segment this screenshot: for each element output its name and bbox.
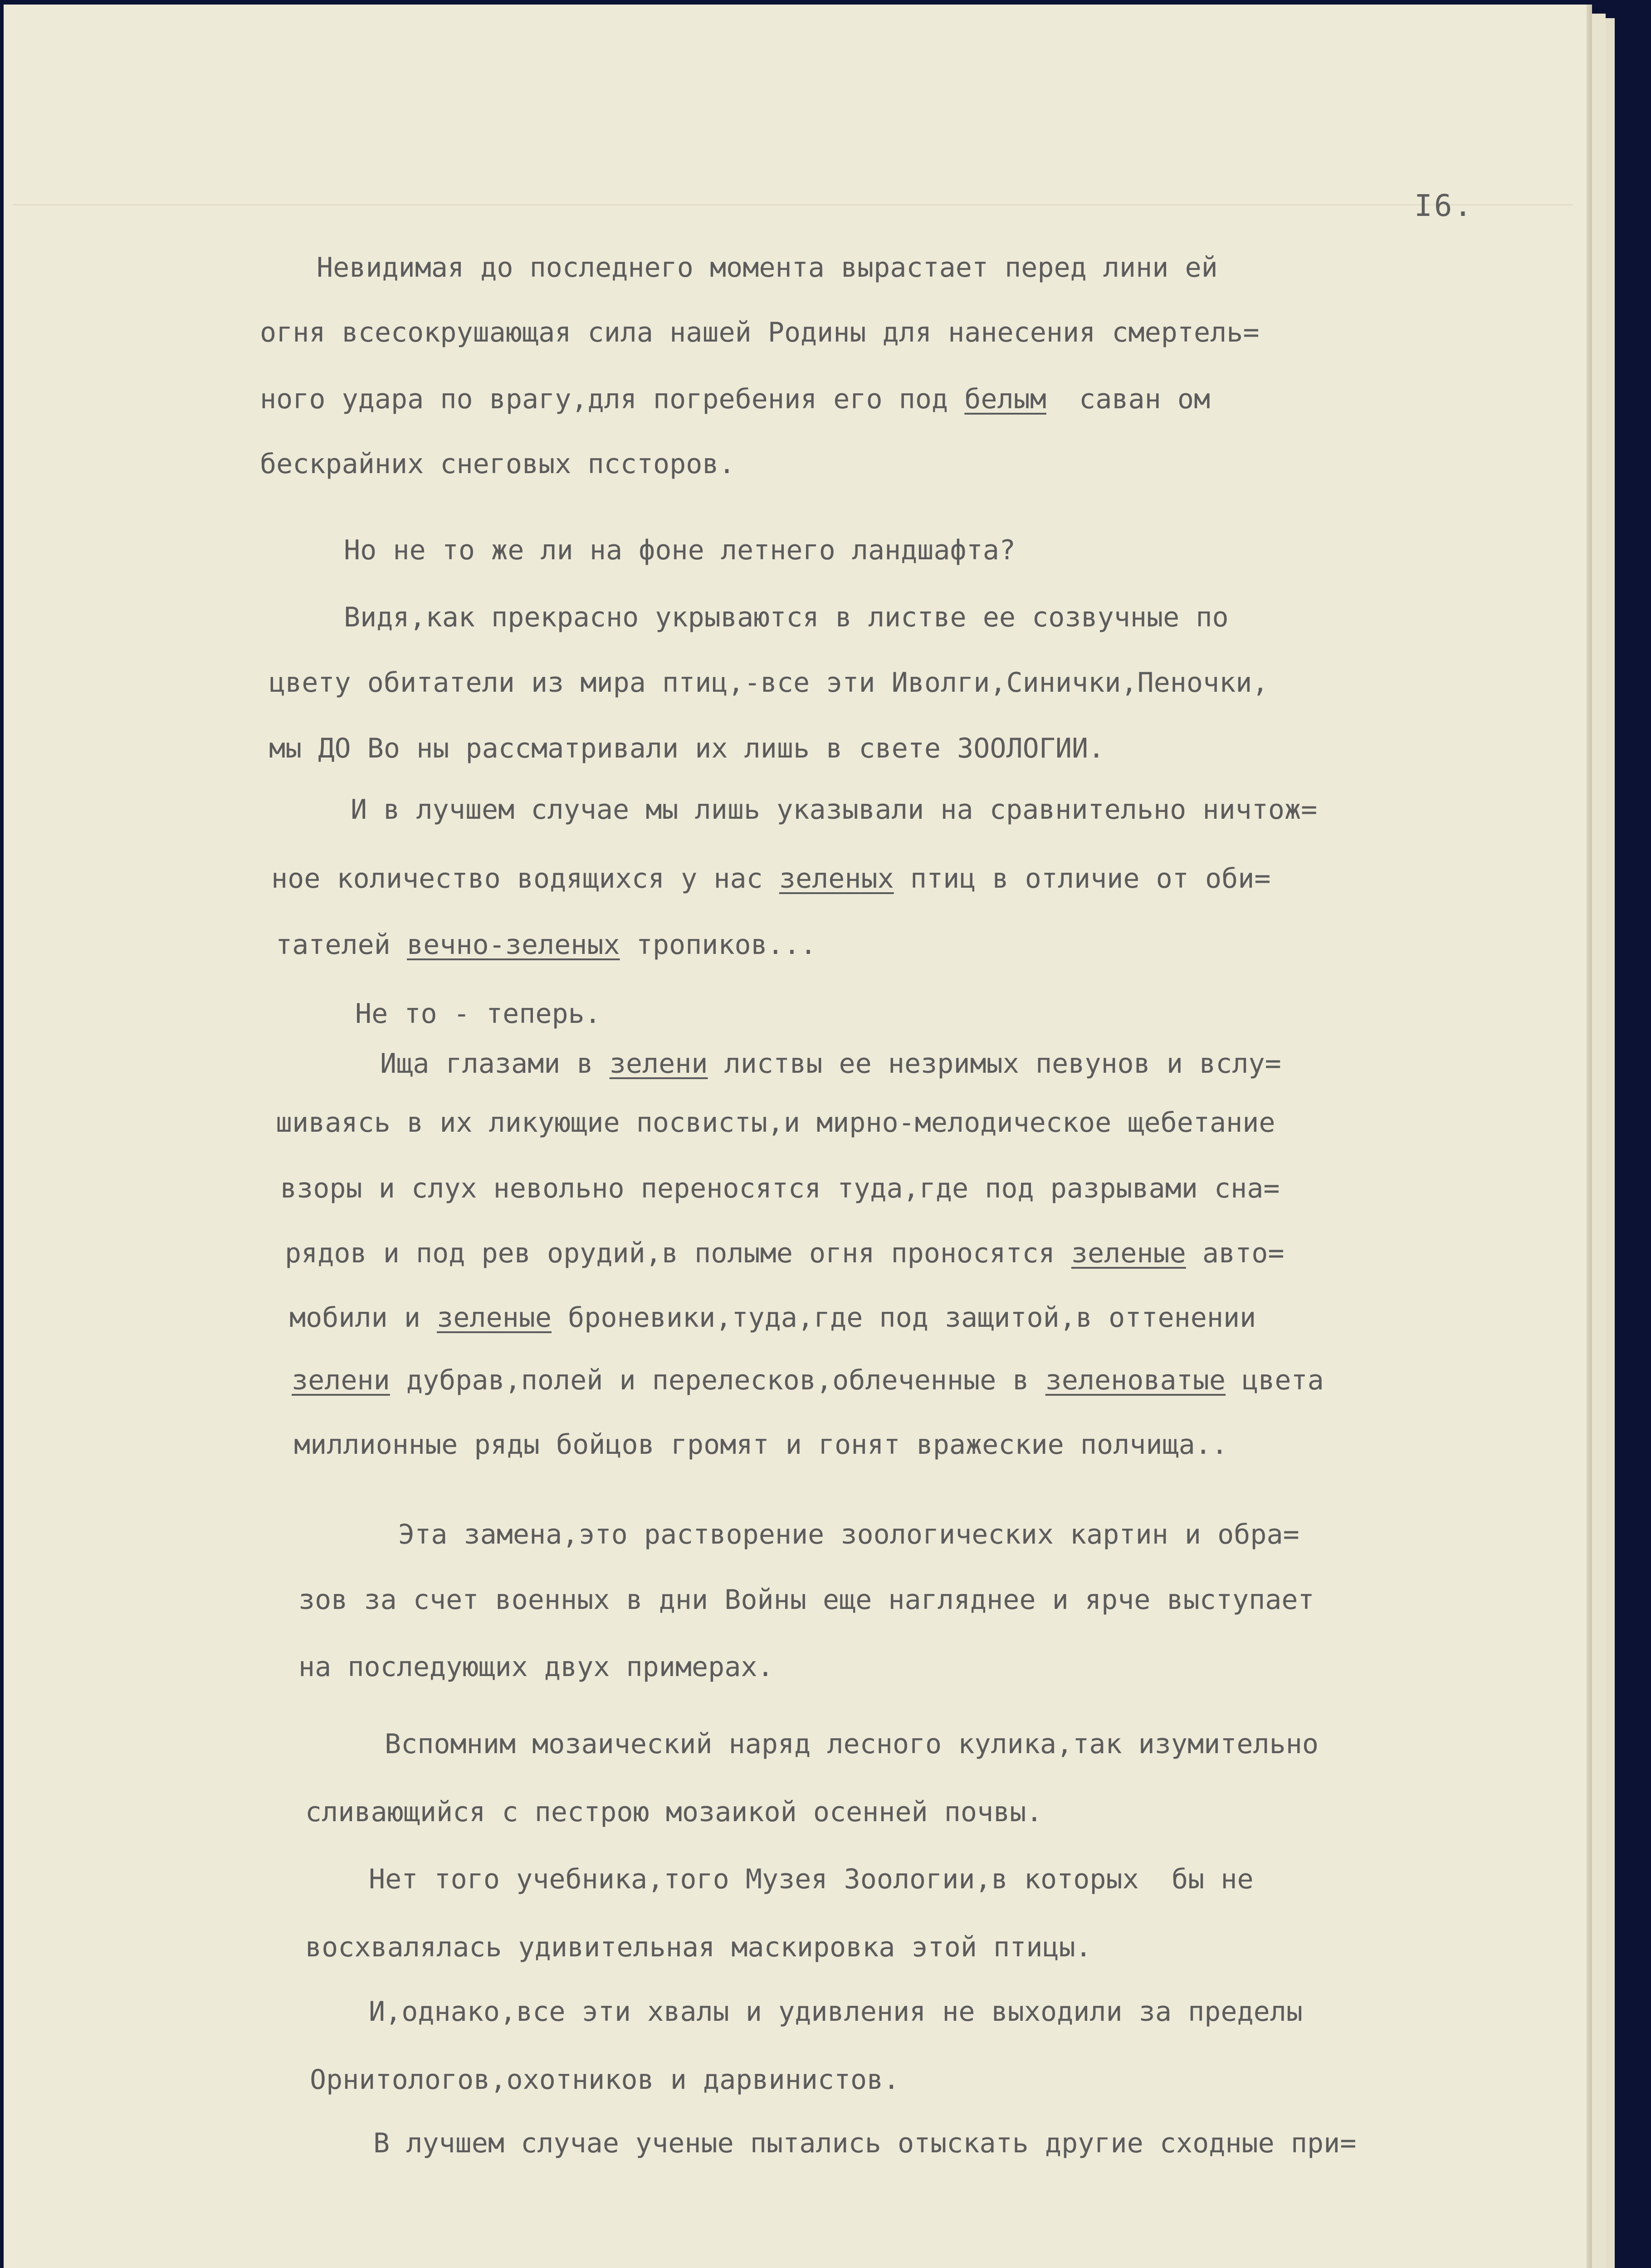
text-line: [398, 1519, 1299, 1550]
text-segment: сливающийся с пестрою мозаикой осенней почвы.: [305, 1796, 1043, 1828]
text-line: [344, 534, 1016, 566]
text-segment: авто=: [1186, 1237, 1285, 1269]
text-segment: Но не то же ли на фоне летнего ландшафта?: [344, 534, 1016, 566]
text-line: [280, 1173, 1280, 1204]
text-line: [260, 448, 735, 480]
typewritten-page: [4, 5, 1587, 2268]
text-segment: ное количество водящихся у нас: [271, 863, 779, 894]
text-segment: тателей: [276, 929, 407, 961]
text-segment: птиц в отличие от оби=: [894, 863, 1271, 894]
text-segment: Эта замена,это растворение зоологических картин и обра=: [398, 1519, 1299, 1550]
text-line: [385, 1728, 1319, 1760]
underlined-word: белым: [964, 383, 1046, 415]
text-segment: И,однако,все эти хвалы и удивления не выходили за пределы: [369, 1996, 1303, 2028]
text-segment: Не то - теперь.: [355, 998, 601, 1030]
text-line: [269, 667, 1269, 699]
text-line: [289, 1302, 1256, 1334]
text-segment: И в лучшем случае мы лишь указывали на сравнительно ничтож=: [351, 794, 1318, 826]
page-fold-line: [13, 204, 1573, 205]
text-segment: взоры и слух невольно переносятся туда,где под разрывами сна=: [280, 1173, 1280, 1204]
text-segment: Нет того учебника,того Музея Зоологии,в которых бы не: [369, 1863, 1254, 1895]
text-line: [294, 1429, 1228, 1461]
underlined-word: зеленые: [1071, 1237, 1186, 1269]
text-segment: бескрайних снеговых пссторов.: [260, 448, 735, 480]
text-line: [305, 1931, 1092, 1963]
text-line: [351, 794, 1317, 826]
text-line: [344, 601, 1229, 633]
text-line: [369, 1863, 1254, 1895]
text-line: [285, 1237, 1285, 1269]
text-line: [276, 929, 816, 961]
page-number: I6.: [1414, 188, 1474, 223]
text-line: [260, 317, 1260, 348]
text-segment: листвы ее незримых певунов и вслу=: [708, 1048, 1281, 1080]
text-line: [310, 2064, 899, 2096]
text-line: [292, 1364, 1324, 1396]
text-line: [298, 1651, 774, 1683]
text-line: [271, 863, 1271, 894]
text-line: [369, 1996, 1303, 2028]
text-segment: Вспомним мозаический наряд лесного кулика,так изумительно: [385, 1728, 1319, 1760]
text-segment: зов за счет военных в дни Войны еще нагляднее и ярче выступает: [298, 1584, 1314, 1616]
underlined-word: зеленоватые: [1045, 1364, 1226, 1396]
underlined-word: зелени: [609, 1048, 708, 1080]
text-segment: Орнитологов,охотников и дарвинистов.: [310, 2064, 900, 2096]
text-line: [373, 2127, 1356, 2159]
underlined-word: зеленых: [779, 863, 894, 894]
text-segment: рядов и под рев орудий,в полыме огня проносятся: [285, 1237, 1071, 1269]
text-segment: ного удара по врагу,для погребения его под: [260, 383, 965, 415]
text-segment: саван ом: [1046, 383, 1211, 415]
text-line: [305, 1796, 1043, 1828]
text-segment: на последующих двух примерах.: [298, 1651, 774, 1683]
text-segment: мобили и: [289, 1302, 437, 1334]
underlined-word: вечно-зеленых: [406, 929, 620, 961]
text-segment: тропиков...: [620, 929, 817, 961]
text-segment: Невидимая до последнего момента вырастает перед лини ей: [317, 252, 1218, 284]
text-segment: шиваясь в их ликующие посвисты,и мирно-мелодическое щебетание: [276, 1107, 1275, 1139]
text-line: [276, 1107, 1275, 1139]
underlined-word: зелени: [292, 1364, 390, 1396]
text-line: [269, 733, 1104, 764]
text-segment: восхвалялась удивительная маскировка этой птицы.: [305, 1931, 1092, 1963]
text-segment: цвету обитатели из мира птиц,-все эти Иволги,Синички,Пеночки,: [269, 667, 1269, 699]
text-line: [355, 998, 601, 1030]
text-segment: В лучшем случае ученые пытались отыскать другие сходные при=: [373, 2127, 1357, 2159]
text-segment: миллионные ряды бойцов громят и гонят вражеские полчища..: [294, 1429, 1228, 1461]
text-segment: Ища глазами в: [380, 1048, 610, 1080]
text-line: [380, 1048, 1281, 1080]
underlined-word: зеленые: [437, 1302, 552, 1334]
text-line: [317, 252, 1218, 284]
text-line: [260, 383, 1210, 415]
text-segment: огня всесокрушающая сила нашей Родины для нанесения смертель=: [260, 317, 1260, 348]
text-segment: Видя,как прекрасно укрываются в листве ее созвучные по: [344, 601, 1229, 633]
text-segment: дубрав,полей и перелесков,облеченные в: [390, 1364, 1045, 1396]
text-line: [298, 1584, 1314, 1616]
text-segment: броневики,туда,где под защитой,в оттенении: [551, 1302, 1256, 1334]
text-segment: мы ДО Во ны рассматривали их лишь в свете ЗООЛОГИИ.: [269, 733, 1105, 764]
text-segment: цвета: [1226, 1364, 1324, 1396]
